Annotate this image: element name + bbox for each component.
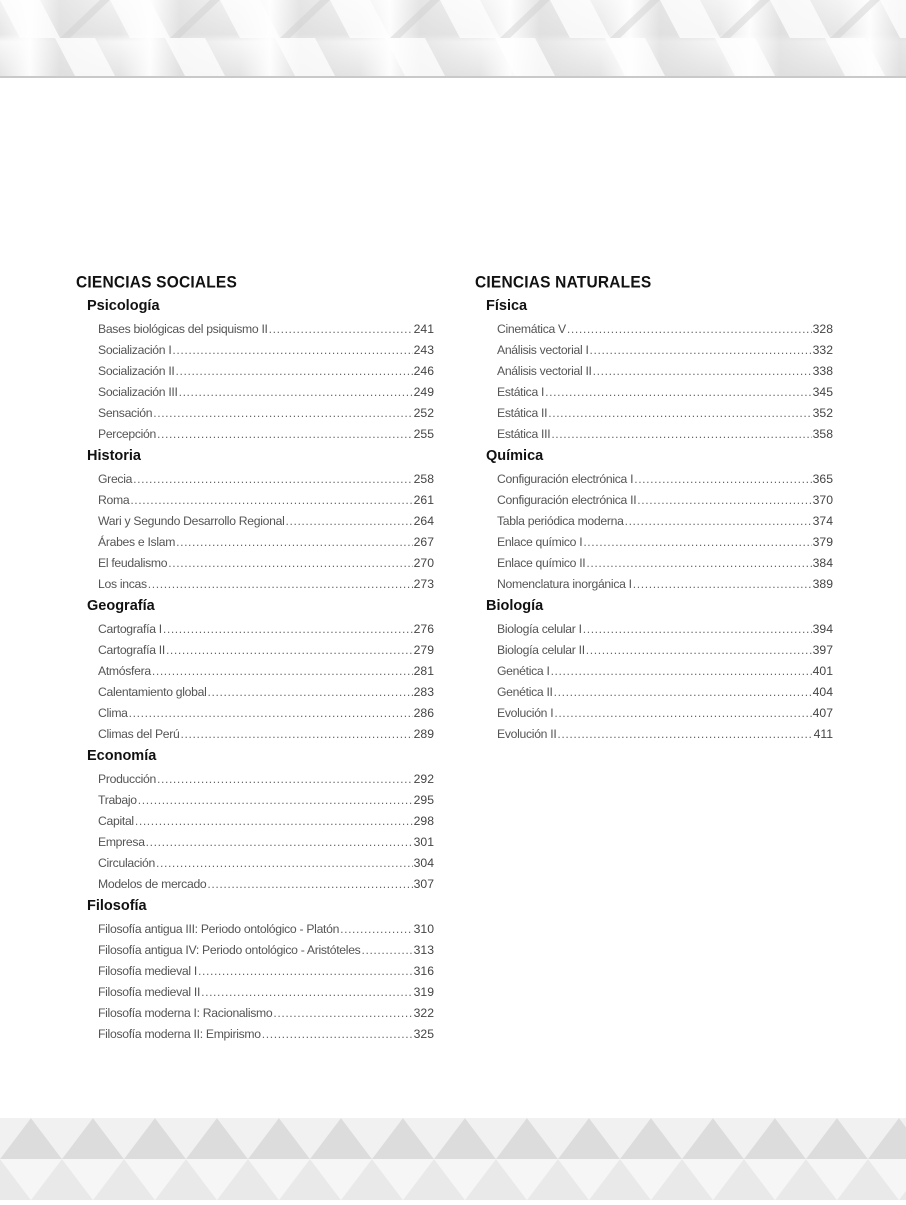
- toc-entry[interactable]: [497, 532, 833, 553]
- toc-entry-title: Análisis vectorial II: [497, 364, 592, 378]
- footer-triangle-pattern: [0, 1118, 906, 1200]
- dot-leader: [634, 469, 811, 490]
- toc-entry-page-number: 404: [812, 685, 833, 699]
- dot-leader: [129, 703, 413, 724]
- toc-entry-title: Biología celular I: [497, 622, 582, 636]
- toc-entry-page-number: 397: [812, 643, 833, 657]
- toc-entry-title: Estática III: [497, 427, 551, 441]
- dot-leader: [633, 574, 812, 595]
- dot-leader: [156, 853, 413, 874]
- subject-group: [475, 597, 835, 745]
- toc-entry[interactable]: [98, 874, 434, 895]
- toc-entry-title: Tabla periódica moderna: [497, 514, 624, 528]
- toc-entry-title: Socialización I: [98, 343, 172, 357]
- toc-entry-page-number: 316: [413, 964, 434, 978]
- toc-entry[interactable]: [98, 961, 434, 982]
- dot-leader: [138, 790, 413, 811]
- toc-entry[interactable]: [497, 490, 833, 511]
- toc-entry-page-number: 332: [812, 343, 833, 357]
- toc-entry-title: Socialización II: [98, 364, 175, 378]
- ciencias-sociales-column: [76, 274, 436, 1047]
- toc-entry[interactable]: [98, 319, 434, 340]
- dot-leader: [181, 724, 413, 745]
- toc-entry-title: Evolución II: [497, 727, 557, 741]
- toc-entry[interactable]: [98, 832, 434, 853]
- toc-entry-page-number: 273: [413, 577, 434, 591]
- dot-leader: [583, 532, 811, 553]
- dot-leader: [554, 703, 811, 724]
- subject-heading: Economía: [87, 748, 157, 764]
- toc-entry-title: Filosofía antigua III: Periodo ontológico - Platón: [98, 922, 340, 936]
- dot-leader: [567, 319, 812, 340]
- toc-entry[interactable]: [98, 424, 434, 445]
- toc-entry[interactable]: [497, 553, 833, 574]
- dot-leader: [269, 319, 413, 340]
- toc-entry-title: Filosofía medieval I: [98, 964, 197, 978]
- toc-entry-title: Climas del Perú: [98, 727, 180, 741]
- subject-group: [76, 297, 436, 445]
- toc-entry-page-number: 365: [812, 472, 833, 486]
- toc-entry-title: Calentamiento global: [98, 685, 207, 699]
- toc-entry-title: Evolución I: [497, 706, 554, 720]
- subject-groups: [475, 297, 835, 745]
- dot-leader: [557, 724, 812, 745]
- toc-entry[interactable]: [98, 640, 434, 661]
- toc-entry[interactable]: [98, 361, 434, 382]
- ciencias-naturales-column: [475, 274, 835, 747]
- dot-leader: [157, 769, 413, 790]
- toc-entry-page-number: 264: [413, 514, 434, 528]
- toc-entry-title: Nomenclatura inorgánica I: [497, 577, 632, 591]
- toc-entry-title: Grecia: [98, 472, 133, 486]
- toc-entry-page-number: 267: [413, 535, 434, 549]
- toc-entry-title: Estática I: [497, 385, 545, 399]
- toc-entry[interactable]: [497, 340, 833, 361]
- toc-entry-page-number: 276: [413, 622, 434, 636]
- toc-entry-page-number: 292: [413, 772, 434, 786]
- toc-entry[interactable]: [497, 361, 833, 382]
- toc-entry-title: Cartografía II: [98, 643, 165, 657]
- toc-entry-page-number: 307: [413, 877, 434, 891]
- dot-leader: [208, 682, 413, 703]
- dot-leader: [285, 511, 412, 532]
- dot-leader: [172, 340, 412, 361]
- toc-entry-page-number: 338: [812, 364, 833, 378]
- toc-entry-list: [497, 469, 833, 595]
- toc-entry-title: Clima: [98, 706, 128, 720]
- dot-leader: [586, 640, 812, 661]
- toc-entry[interactable]: [497, 619, 833, 640]
- dot-leader: [583, 619, 812, 640]
- subject-group: [475, 447, 835, 595]
- dot-leader: [135, 811, 413, 832]
- toc-entry-page-number: 345: [812, 385, 833, 399]
- dot-leader: [176, 532, 413, 553]
- toc-entry-page-number: 384: [812, 556, 833, 570]
- toc-entry[interactable]: [98, 340, 434, 361]
- toc-entry-page-number: 370: [812, 493, 833, 507]
- toc-entry-page-number: 295: [413, 793, 434, 807]
- toc-entry-list: [98, 619, 434, 745]
- toc-entry[interactable]: [497, 403, 833, 424]
- toc-entry-page-number: 249: [413, 385, 434, 399]
- toc-entry[interactable]: [98, 661, 434, 682]
- toc-entry[interactable]: [497, 724, 833, 745]
- toc-entry[interactable]: [98, 853, 434, 874]
- toc-entry-page-number: 322: [413, 1006, 434, 1020]
- toc-entry[interactable]: [98, 574, 434, 595]
- toc-entry-page-number: 389: [812, 577, 833, 591]
- toc-entry-title: Socialización III: [98, 385, 178, 399]
- section-title: CIENCIAS NATURALES: [475, 273, 652, 292]
- dot-leader: [153, 403, 412, 424]
- toc-entry-title: Wari y Segundo Desarrollo Regional: [98, 514, 285, 528]
- toc-entry-page-number: 246: [413, 364, 434, 378]
- dot-leader: [545, 382, 812, 403]
- toc-entry-page-number: 310: [413, 922, 434, 936]
- toc-entry[interactable]: [98, 490, 434, 511]
- toc-entry-page-number: 298: [413, 814, 434, 828]
- dot-leader: [586, 553, 811, 574]
- dot-leader: [593, 361, 812, 382]
- dot-leader: [548, 403, 811, 424]
- toc-entry-list: [497, 619, 833, 745]
- toc-entry[interactable]: [497, 682, 833, 703]
- dot-leader: [157, 424, 413, 445]
- toc-entry[interactable]: [98, 382, 434, 403]
- toc-entry-title: Genética II: [497, 685, 553, 699]
- toc-entry[interactable]: [497, 382, 833, 403]
- dot-leader: [163, 619, 413, 640]
- subject-groups: [76, 297, 436, 1045]
- toc-entry[interactable]: [98, 724, 434, 745]
- subject-heading: Biología: [486, 598, 544, 614]
- toc-entry[interactable]: [98, 682, 434, 703]
- header-decorative-band: [0, 0, 906, 78]
- toc-entry-title: Enlace químico II: [497, 556, 586, 570]
- toc-entry-page-number: 411: [813, 727, 833, 741]
- toc-entry-title: Genética I: [497, 664, 550, 678]
- subject-heading: Geografía: [87, 598, 155, 614]
- toc-entry-page-number: 261: [413, 493, 434, 507]
- dot-leader: [201, 982, 413, 1003]
- toc-entry-page-number: 255: [413, 427, 434, 441]
- toc-entry-title: Percepción: [98, 427, 156, 441]
- toc-entry[interactable]: [497, 469, 833, 490]
- toc-entry-title: Bases biológicas del psiquismo II: [98, 322, 268, 336]
- toc-entry[interactable]: [98, 703, 434, 724]
- section-title: CIENCIAS SOCIALES: [76, 273, 238, 292]
- toc-entry-page-number: 374: [812, 514, 833, 528]
- toc-entry-page-number: 281: [413, 664, 434, 678]
- toc-entry[interactable]: [98, 619, 434, 640]
- toc-entry[interactable]: [98, 553, 434, 574]
- dot-leader: [152, 661, 413, 682]
- toc-entry-title: Estática II: [497, 406, 548, 420]
- toc-entry-title: Filosofía moderna I: Racionalismo: [98, 1006, 273, 1020]
- toc-entry-page-number: 358: [812, 427, 833, 441]
- dot-leader: [551, 424, 811, 445]
- toc-entry-page-number: 252: [413, 406, 434, 420]
- toc-entry-page-number: 325: [413, 1027, 434, 1041]
- toc-entry-page-number: 352: [812, 406, 833, 420]
- toc-entry[interactable]: [98, 403, 434, 424]
- toc-entry-page-number: 304: [413, 856, 434, 870]
- toc-entry-page-number: 270: [413, 556, 434, 570]
- subject-heading: Psicología: [87, 298, 160, 314]
- dot-leader: [625, 511, 812, 532]
- toc-entry-page-number: 241: [413, 322, 434, 336]
- subject-heading: Química: [486, 448, 544, 464]
- dot-leader: [207, 874, 412, 895]
- footer-decorative-band: [0, 1118, 906, 1200]
- toc-entry-page-number: 258: [413, 472, 434, 486]
- toc-entry-title: Filosofía medieval II: [98, 985, 201, 999]
- toc-entry-title: Roma: [98, 493, 130, 507]
- toc-entry-page-number: 283: [413, 685, 434, 699]
- toc-entry-title: Los incas: [98, 577, 147, 591]
- subject-heading: Física: [486, 298, 528, 314]
- toc-entry[interactable]: [98, 769, 434, 790]
- dot-leader: [166, 640, 413, 661]
- toc-entry[interactable]: [497, 424, 833, 445]
- toc-entry[interactable]: [98, 790, 434, 811]
- toc-entry[interactable]: [98, 469, 434, 490]
- toc-entry-list: [98, 319, 434, 445]
- toc-entry-page-number: 394: [812, 622, 833, 636]
- subject-group: [76, 897, 436, 1045]
- toc-entry[interactable]: [497, 640, 833, 661]
- toc-entry-list: [98, 469, 434, 595]
- dot-leader: [146, 832, 413, 853]
- dot-leader: [148, 574, 413, 595]
- toc-entry[interactable]: [98, 511, 434, 532]
- dot-leader: [168, 553, 412, 574]
- dot-leader: [198, 961, 413, 982]
- toc-entry-title: Empresa: [98, 835, 145, 849]
- toc-entry-title: Cinemática V: [497, 322, 566, 336]
- toc-entry-page-number: 319: [413, 985, 434, 999]
- toc-entry-page-number: 407: [812, 706, 833, 720]
- toc-entry-page-number: 379: [812, 535, 833, 549]
- toc-entry-title: Configuración electrónica II: [497, 493, 637, 507]
- header-pattern: [0, 0, 906, 76]
- toc-entry-title: Producción: [98, 772, 156, 786]
- subject-group: [76, 747, 436, 895]
- dot-leader: [340, 919, 413, 940]
- dot-leader: [130, 490, 412, 511]
- toc-entry[interactable]: [497, 661, 833, 682]
- toc-entry[interactable]: [98, 982, 434, 1003]
- toc-entry-title: Modelos de mercado: [98, 877, 207, 891]
- toc-entry-page-number: 279: [413, 643, 434, 657]
- dot-leader: [554, 682, 812, 703]
- subject-group: [76, 597, 436, 745]
- subject-group: [76, 447, 436, 595]
- toc-entry-title: Atmósfera: [98, 664, 151, 678]
- toc-entry-title: Trabajo: [98, 793, 137, 807]
- toc-entry-page-number: 301: [413, 835, 434, 849]
- subject-group: [475, 297, 835, 445]
- toc-entry[interactable]: [98, 940, 434, 961]
- toc-entry[interactable]: [98, 811, 434, 832]
- dot-leader: [273, 1003, 412, 1024]
- dot-leader: [637, 490, 811, 511]
- toc-entry-page-number: 328: [812, 322, 833, 336]
- toc-entry[interactable]: [497, 319, 833, 340]
- toc-entry-title: Biología celular II: [497, 643, 585, 657]
- dot-leader: [590, 340, 812, 361]
- toc-entry-title: Filosofía antigua IV: Periodo ontológico - Aristóteles: [98, 943, 361, 957]
- toc-entry-title: Análisis vectorial I: [497, 343, 589, 357]
- toc-entry[interactable]: [98, 532, 434, 553]
- toc-entry-page-number: 401: [812, 664, 833, 678]
- toc-entry-page-number: 289: [413, 727, 434, 741]
- toc-entry-title: Circulación: [98, 856, 155, 870]
- toc-entry-page-number: 243: [413, 343, 434, 357]
- toc-entry-list: [98, 919, 434, 1045]
- toc-entry[interactable]: [98, 919, 434, 940]
- toc-entry-title: Filosofía moderna II: Empirismo: [98, 1027, 261, 1041]
- toc-entry-page-number: 313: [413, 943, 434, 957]
- dot-leader: [179, 382, 413, 403]
- toc-entry-title: Árabes e Islam: [98, 535, 176, 549]
- dot-leader: [262, 1024, 413, 1045]
- toc-entry[interactable]: [497, 511, 833, 532]
- toc-entry-title: Sensación: [98, 406, 153, 420]
- toc-entry-title: Cartografía I: [98, 622, 162, 636]
- subject-heading: Filosofía: [87, 898, 147, 914]
- toc-entry-page-number: 286: [413, 706, 434, 720]
- dot-leader: [133, 469, 413, 490]
- toc-entry[interactable]: [497, 574, 833, 595]
- dot-leader: [176, 361, 413, 382]
- toc-entry[interactable]: [497, 703, 833, 724]
- toc-entry-title: Enlace químico I: [497, 535, 583, 549]
- subject-heading: Historia: [87, 448, 141, 464]
- dot-leader: [361, 940, 412, 961]
- toc-entry-list: [98, 769, 434, 895]
- toc-entry-title: El feudalismo: [98, 556, 168, 570]
- toc-entry[interactable]: [98, 1024, 434, 1045]
- toc-entry-title: Configuración electrónica I: [497, 472, 634, 486]
- toc-entry-title: Capital: [98, 814, 134, 828]
- toc-entry-list: [497, 319, 833, 445]
- dot-leader: [551, 661, 812, 682]
- toc-entry[interactable]: [98, 1003, 434, 1024]
